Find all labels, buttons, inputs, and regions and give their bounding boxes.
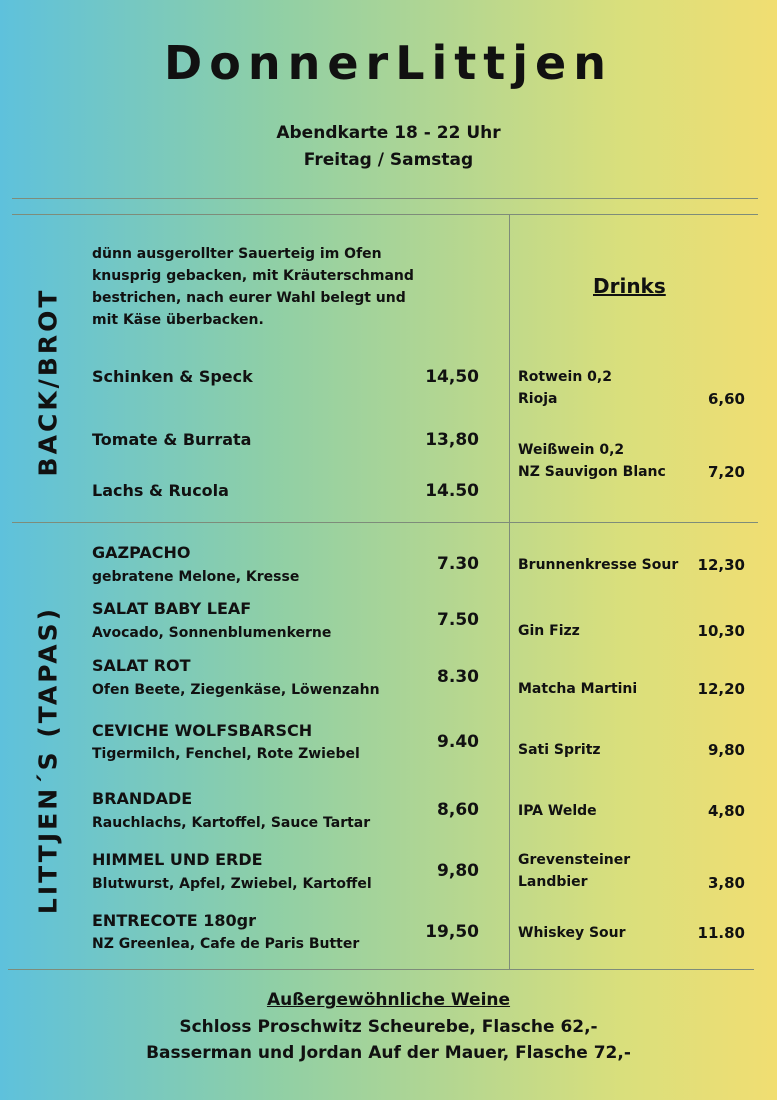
drink-price: 12,30 bbox=[697, 556, 745, 574]
drink-price: 10,30 bbox=[697, 622, 745, 640]
menu-item-price: 14.50 bbox=[425, 481, 479, 501]
tapas-item-name: HIMMEL UND ERDE bbox=[92, 850, 263, 869]
tapas-item-price: 19,50 bbox=[425, 922, 479, 942]
tapas-item-price: 9,80 bbox=[437, 861, 479, 881]
divider-bottom bbox=[8, 969, 754, 970]
tapas-item-desc: Rauchlachs, Kartoffel, Sauce Tartar bbox=[92, 815, 371, 831]
drink-name: IPA Welde bbox=[518, 803, 597, 819]
column-divider bbox=[509, 214, 510, 969]
tapas-item-price: 7.30 bbox=[437, 554, 479, 574]
menu-item-name: Schinken & Speck bbox=[92, 367, 253, 386]
drinks-heading: Drinks bbox=[593, 274, 666, 298]
special-wine-2: Basserman und Jordan Auf der Mauer, Flasche 72,- bbox=[146, 1043, 631, 1063]
tapas-item-desc: gebratene Melone, Kresse bbox=[92, 569, 300, 585]
special-wines-heading: Außergewöhnliche Weine bbox=[266, 990, 511, 1010]
backbrot-description: dünn ausgerollter Sauerteig im Ofen knusprig gebacken, mit Kräuterschmand bestrichen, nach eurer Wahl belegt und mit Käse überbacken. bbox=[92, 246, 414, 328]
divider-middle bbox=[12, 522, 758, 523]
restaurant-title: DonnerLittjen bbox=[164, 36, 613, 90]
tapas-item-desc: Ofen Beete, Ziegenkäse, Löwenzahn bbox=[92, 682, 380, 698]
drink-price: 12,20 bbox=[697, 680, 745, 698]
tapas-item-price: 8.30 bbox=[437, 667, 479, 687]
tapas-item-name: ENTRECOTE 180gr bbox=[92, 911, 256, 930]
tapas-item-name: SALAT BABY LEAF bbox=[92, 599, 252, 618]
drink-detail: Rioja bbox=[518, 391, 558, 407]
drink-price: 11.80 bbox=[697, 924, 745, 942]
drink-price: 9,80 bbox=[707, 741, 745, 759]
tapas-item-name: GAZPACHO bbox=[92, 543, 191, 562]
menu-item-price: 14,50 bbox=[425, 367, 479, 387]
drink-name: Matcha Martini bbox=[518, 681, 638, 697]
tapas-item-price: 8,60 bbox=[437, 800, 479, 820]
menu-item-name: Lachs & Rucola bbox=[92, 481, 229, 500]
drink-name: Grevensteiner bbox=[518, 852, 631, 868]
tapas-item-desc: Tigermilch, Fenchel, Rote Zwiebel bbox=[92, 746, 360, 762]
special-wine-1: Schloss Proschwitz Scheurebe, Flasche 62,- bbox=[179, 1017, 598, 1037]
drink-detail: NZ Sauvigon Blanc bbox=[518, 464, 666, 480]
menu-days: Freitag / Samstag bbox=[303, 150, 474, 170]
drink-name: Gin Fizz bbox=[518, 623, 580, 639]
drink-name: Weißwein 0,2 bbox=[518, 442, 625, 458]
drink-name: Whiskey Sour bbox=[518, 925, 626, 941]
drink-name-line2: Landbier bbox=[518, 874, 588, 890]
tapas-item-name: CEVICHE WOLFSBARSCH bbox=[92, 721, 313, 740]
drink-name: Sati Spritz bbox=[518, 742, 601, 758]
tapas-item-name: BRANDADE bbox=[92, 789, 193, 808]
drink-name: Brunnenkresse Sour bbox=[518, 557, 679, 573]
tapas-item-price: 7.50 bbox=[437, 610, 479, 630]
tapas-item-desc: NZ Greenlea, Cafe de Paris Butter bbox=[92, 936, 360, 952]
drink-name: Rotwein 0,2 bbox=[518, 369, 612, 385]
tapas-item-desc: Avocado, Sonnenblumenkerne bbox=[92, 625, 332, 641]
section-label-tapas: LITTJEN´S (TAPAS) bbox=[33, 605, 63, 915]
menu-item-price: 13,80 bbox=[425, 430, 479, 450]
tapas-item-desc: Blutwurst, Apfel, Zwiebel, Kartoffel bbox=[92, 876, 372, 892]
menu-item-name: Tomate & Burrata bbox=[92, 430, 252, 449]
drink-price: 6,60 bbox=[707, 390, 745, 408]
menu-hours: Abendkarte 18 - 22 Uhr bbox=[276, 123, 501, 143]
divider-top-2 bbox=[12, 214, 758, 215]
drink-price: 7,20 bbox=[707, 463, 745, 481]
tapas-item-name: SALAT ROT bbox=[92, 656, 191, 675]
drink-price: 4,80 bbox=[707, 802, 745, 820]
section-label-backbrot: BACK/BROT bbox=[33, 287, 63, 477]
tapas-item-price: 9.40 bbox=[437, 732, 479, 752]
drink-price: 3,80 bbox=[707, 874, 745, 892]
divider-top-1 bbox=[12, 198, 758, 199]
